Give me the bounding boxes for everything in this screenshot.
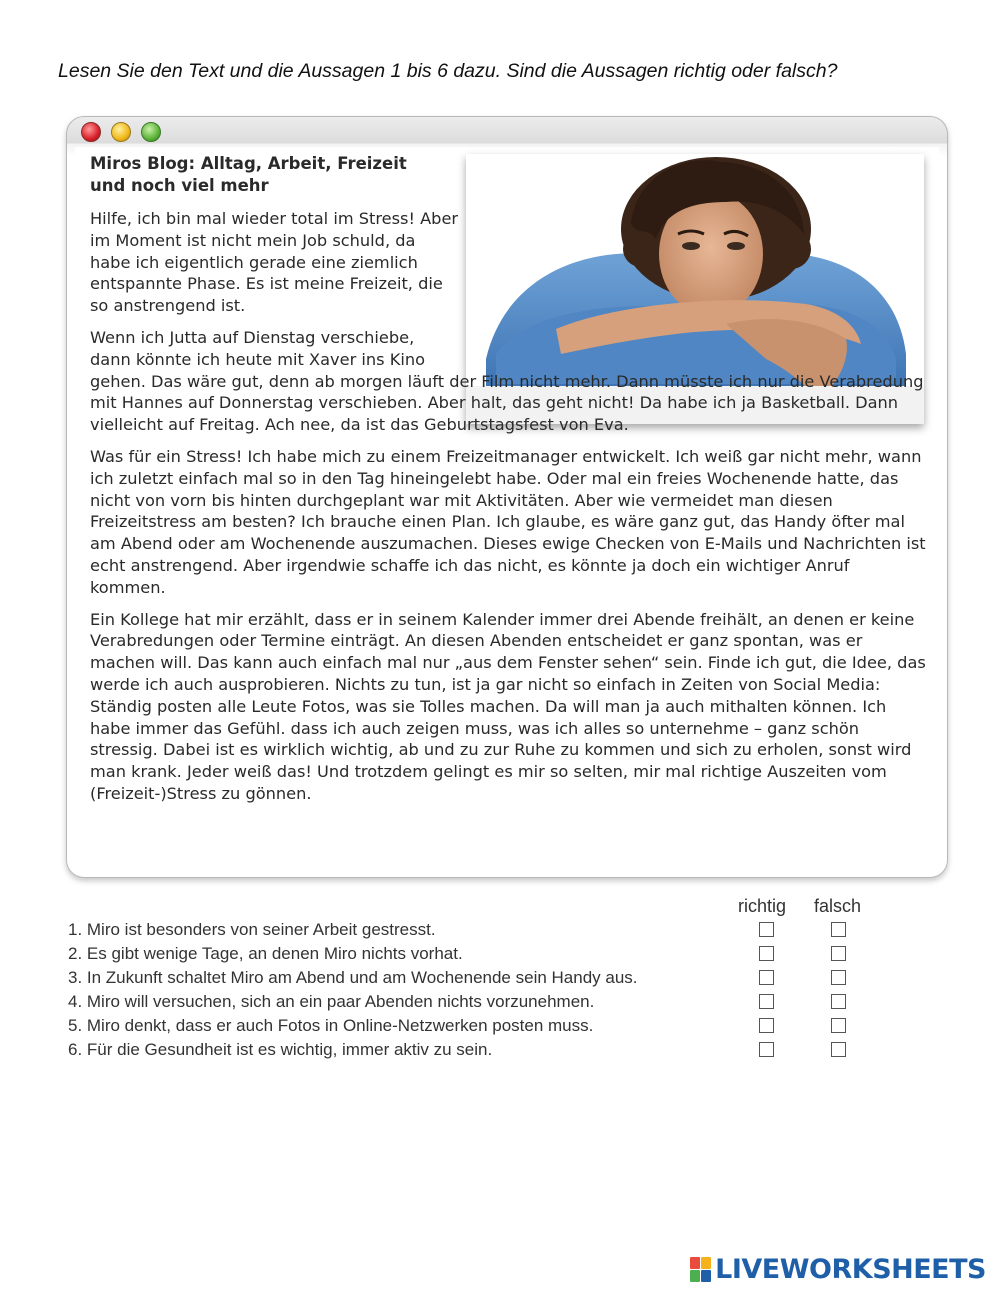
instruction-text: Lesen Sie den Text und die Aussagen 1 bis 6 dazu. Sind die Aussagen richtig oder falsch?: [58, 60, 838, 82]
falsch-checkbox[interactable]: [831, 1042, 846, 1057]
richtig-checkbox[interactable]: [759, 922, 774, 937]
blog-article: [90, 150, 930, 815]
statement-list: [68, 918, 948, 1062]
statement-row: [68, 1014, 948, 1038]
richtig-checkbox[interactable]: [759, 946, 774, 961]
statement-row: [68, 966, 948, 990]
richtig-checkbox[interactable]: [759, 1018, 774, 1033]
zoom-window-icon: [141, 122, 161, 142]
statement-row: [68, 1038, 948, 1062]
statement-row: [68, 918, 948, 942]
richtig-checkbox[interactable]: [759, 1042, 774, 1057]
column-header-falsch: falsch: [814, 896, 862, 916]
statement-text: 6. Für die Gesundheit ist es wichtig, immer aktiv zu sein.: [68, 1040, 493, 1059]
statement-row: [68, 942, 948, 966]
column-header-richtig: richtig: [738, 896, 787, 916]
liveworksheets-logo: [690, 1254, 986, 1284]
statement-text: 4. Miro will versuchen, sich an ein paar Abenden nichts vorzunehmen.: [68, 992, 595, 1011]
logo-square-red: [690, 1257, 700, 1269]
minimize-window-icon: [111, 122, 131, 142]
statement-row: [68, 990, 948, 1014]
statement-text: 3. In Zukunft schaltet Miro am Abend und am Wochenende sein Handy aus.: [68, 968, 638, 987]
blog-paragraph-3: Was für ein Stress! Ich habe mich zu einem Freizeitmanager entwickelt. Ich weiß gar nicht mehr, wann ich zuletzt einfach mal so in den Tag hineingelebt habe. Oder mal ein freies Wochenende hatte, das nicht von vorn bis hinten durchgeplant war mit Aktivitäten. Aber wie vermeidet man diesen Freizeitstress am besten? Ich brauche einen Plan. Ich glaube, es wäre ganz gut, das Handy öfter mal am Abend oder am Wochenende auszumachen. Dieses ewige Checken von E-Mails und Nachrichten ist echt anstrengend. Aber irgendwie schaffe ich das nicht, es könnte ja doch ein wichtiger Anruf kommen.: [90, 446, 926, 597]
blog-title: Miros Blog: Alltag, Arbeit, Freizeit und noch viel mehr: [90, 154, 407, 195]
logo-text: LIVEWORKSHEETS: [715, 1253, 986, 1285]
blog-paragraph-4: Ein Kollege hat mir erzählt, dass er in seinem Kalender immer drei Abende freihält, an denen er keine Verabredungen oder Termine einträgt. An diesen Abenden entscheidet er ganz spontan, was er machen will. Das kann auch einfach mal nur „aus dem Fenster sehen“ sein. Finde ich gut, die Idee, das werde ich auch ausprobieren. Nichts zu tun, ist ja gar nicht so einfach in Zeiten von Social Media: Ständig posten alle Leute Fotos, was sie Tolles machen. Da will man ja auch mithalten können. Ich habe immer das Gefühl. dass ich auch zeigen muss, was ich alles so unternehme – ganz schön stressig. Dabei ist es wirklich wichtig, ab und zu zur Ruhe zu kommen und sich zu erholen, sonst wird man krank. Jeder weiß das! Und trotzdem gelingt es mir so selten, mir mal richtige Auszeiten vom (Freizeit-)Stress zu gönnen.: [90, 609, 926, 803]
logo-square-green: [690, 1270, 700, 1282]
close-window-icon: [81, 122, 101, 142]
falsch-checkbox[interactable]: [831, 970, 846, 985]
falsch-checkbox[interactable]: [831, 994, 846, 1009]
photo-space: [460, 86, 930, 368]
liveworksheets-logo-icon: [690, 1257, 711, 1282]
logo-square-blue: [701, 1270, 711, 1282]
falsch-checkbox[interactable]: [831, 1018, 846, 1033]
richtig-checkbox[interactable]: [759, 994, 774, 1009]
blog-paragraph-2: Wenn ich Jutta auf Dienstag verschiebe, dann könnte ich heute mit Xaver ins Kino gehen. Das wäre gut, denn ab morgen läuft der Film nicht mehr. Dann müsste ich nur die Verabredung mit Hannes auf Donnerstag verschieben. Aber halt, das geht nicht! Da habe ich ja Basketball. Dann vielleicht auf Freitag. Ach nee, da ist das Geburtstagsfest von Eva.: [90, 327, 924, 435]
blog-paragraph-1: Hilfe, ich bin mal wieder total im Stress! Aber im Moment ist nicht mein Job schuld, da habe ich eigentlich gerade eine ziemlich entspannte Phase. Es ist meine Freizeit, die so anstrengend ist.: [90, 209, 459, 316]
falsch-checkbox[interactable]: [831, 922, 846, 937]
statement-text: 2. Es gibt wenige Tage, an denen Miro nichts vorhat.: [68, 944, 463, 963]
logo-square-yellow: [701, 1257, 711, 1269]
falsch-checkbox[interactable]: [831, 946, 846, 961]
statement-text: 1. Miro ist besonders von seiner Arbeit gestresst.: [68, 920, 436, 939]
statement-text: 5. Miro denkt, dass er auch Fotos in Online-Netzwerken posten muss.: [68, 1016, 594, 1035]
richtig-checkbox[interactable]: [759, 970, 774, 985]
